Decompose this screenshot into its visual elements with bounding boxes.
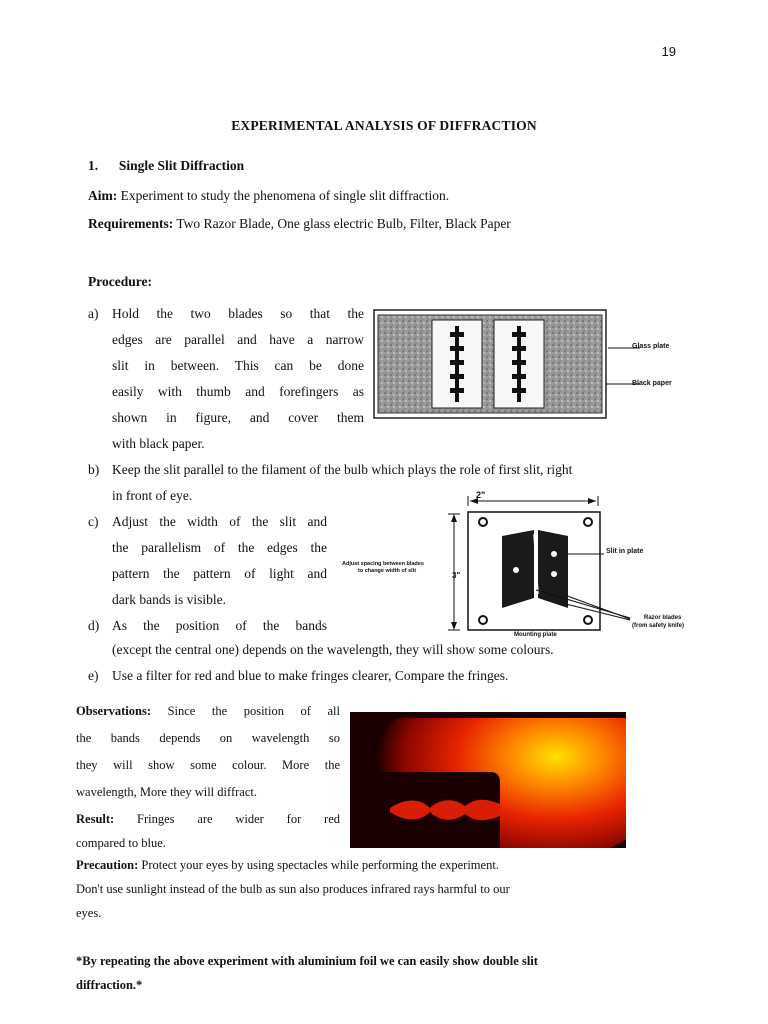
diffraction-photo [350, 712, 626, 848]
item-c-line-2: the parallelism of the edges the [112, 540, 327, 555]
result-line-1 [76, 812, 340, 827]
black-paper-label: Black paper [632, 380, 672, 387]
section-title: Single Slit Diffraction [118, 158, 245, 173]
item-a-label: a) [88, 306, 99, 321]
precaution-text-1: Protect your eyes by using spectacles while performing the experiment. [138, 858, 499, 872]
aim-label: Aim: [88, 188, 118, 203]
section-heading [88, 158, 244, 174]
slit-in-plate-label: Slit in plate [606, 548, 644, 555]
item-d-label: d) [88, 618, 100, 633]
result-label: Result: [76, 812, 115, 826]
aim-text: Experiment to study the phenomena of single slit diffraction. [117, 188, 450, 203]
observations-line-2: the bands depends on wavelength so [76, 731, 340, 745]
note-line-1: *By repeating the above experiment with aluminium foil we can easily show double slit [76, 954, 538, 968]
item-e-line-1: Use a filter for red and blue to make fringes clearer, Compare the fringes. [112, 668, 509, 683]
razor-blades-label-2: (from safety knife) [632, 623, 685, 629]
razor-blades-illustration [372, 308, 612, 420]
width-dimension-label: 2" [476, 490, 486, 500]
precaution-line-2: Don't use sunlight instead of the bulb as sun also produces infrared rays harmful to our [76, 882, 510, 896]
requirements-line [88, 216, 511, 232]
item-a-line-6: with black paper. [112, 436, 205, 451]
item-b-line-2: in front of eye. [112, 488, 193, 503]
observations-line-1 [76, 704, 340, 719]
precaution-label: Precaution: [76, 858, 139, 872]
figure-razor-blades-glass [372, 308, 612, 420]
item-b-label: b) [88, 462, 100, 477]
adjust-spacing-label-2: to change width of slit [358, 568, 417, 574]
precaution-line-1 [76, 858, 499, 873]
glass-plate-label: Glass plate [632, 343, 670, 350]
item-c-line-4: dark bands is visible. [112, 592, 226, 607]
requirements-text: Two Razor Blade, One glass electric Bulb, Filter, Black Paper [173, 216, 511, 231]
mounting-plate-label: Mounting plate [514, 632, 557, 638]
item-c-line-1: Adjust the width of the slit and [112, 514, 327, 529]
procedure-heading: Procedure: [88, 274, 152, 289]
item-a-line-2: edges are parallel and have a narrow [112, 332, 364, 347]
note-line-2: diffraction.* [76, 978, 143, 992]
item-c-line-3: pattern the pattern of light and [112, 566, 327, 581]
observations-line-4: wavelength, More they will diffract. [76, 785, 257, 799]
adjust-spacing-label-1: Adjust spacing between blades [342, 561, 424, 567]
page-number: 19 [661, 44, 676, 59]
section-number: 1. [88, 158, 99, 173]
item-d-line-1: As the position of the bands [112, 618, 327, 633]
item-e-label: e) [88, 668, 99, 683]
item-a-line-5: shown in figure, and cover them [112, 410, 364, 425]
aim-line [88, 188, 449, 204]
item-a-line-4: easily with thumb and forefingers as [112, 384, 364, 399]
observations-line-3: they will show some colour. More the [76, 758, 340, 772]
page-title: EXPERIMENTAL ANALYSIS OF DIFFRACTION [231, 118, 537, 133]
item-c-label: c) [88, 514, 99, 529]
result-text-1: Fringes are wider for red [137, 812, 340, 826]
observations-label: Observations: [76, 704, 151, 718]
result-line-2: compared to blue. [76, 836, 166, 850]
height-dimension-label: 3" [452, 571, 461, 580]
observations-text-1: Since the position of all [167, 704, 341, 718]
diffraction-photo-svg [350, 712, 626, 848]
razor-blades-label-1: Razor blades [644, 615, 682, 621]
precaution-line-3: eyes. [76, 906, 102, 920]
item-a-line-1: Hold the two blades so that the [112, 306, 364, 321]
item-a-line-3: slit in between. This can be done [112, 358, 364, 373]
requirements-label: Requirements: [88, 216, 174, 231]
item-d-line-2: (except the central one) depends on the wavelength, they will show some colours. [112, 642, 554, 657]
item-b-line-1: Keep the slit parallel to the filament of the bulb which plays the role of first slit, right [112, 462, 573, 477]
